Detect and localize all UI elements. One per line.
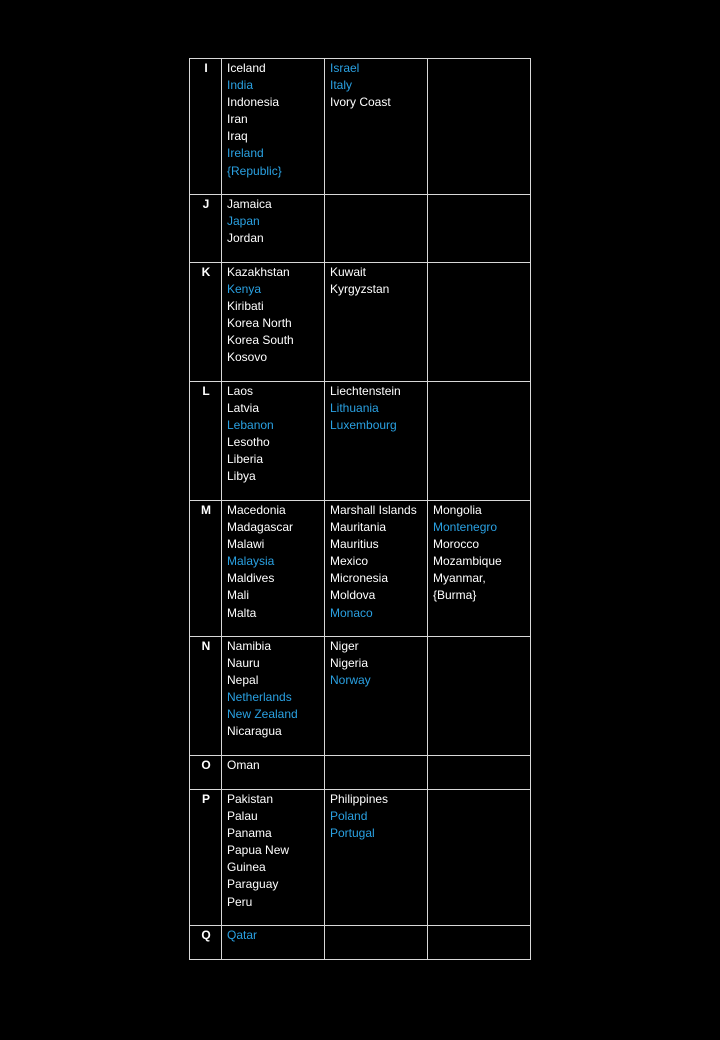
letter-cell: P bbox=[190, 790, 222, 926]
letter-cell: M bbox=[190, 501, 222, 637]
country-name: Ireland bbox=[227, 146, 264, 161]
country-column-3 bbox=[428, 756, 531, 790]
country-name: Myanmar, bbox=[433, 571, 486, 586]
country-column-1 bbox=[222, 382, 325, 501]
country-name: Korea North bbox=[227, 316, 292, 331]
country-table-body bbox=[190, 59, 531, 960]
country-name: Kosovo bbox=[227, 350, 268, 365]
country-name: Iraq bbox=[227, 129, 248, 144]
country-name: Mongolia bbox=[433, 503, 482, 517]
country-name: Iran bbox=[227, 112, 248, 127]
country-name: Niger bbox=[330, 639, 359, 653]
country-table bbox=[189, 58, 531, 960]
country-name: Macedonia bbox=[227, 503, 286, 517]
country-column-2 bbox=[325, 382, 428, 501]
country-name: {Republic} bbox=[227, 163, 282, 178]
country-column-1 bbox=[222, 195, 325, 263]
country-name: Nepal bbox=[227, 673, 259, 688]
country-name: India bbox=[227, 78, 254, 93]
country-name: Monaco bbox=[330, 605, 373, 620]
country-name: Guinea bbox=[227, 860, 266, 875]
country-name: Mali bbox=[227, 588, 250, 603]
country-column-3 bbox=[428, 59, 531, 195]
country-name: Nicaragua bbox=[227, 724, 282, 739]
country-name: Madagascar bbox=[227, 520, 294, 535]
country-column-2 bbox=[325, 501, 428, 637]
country-name: Pakistan bbox=[227, 792, 274, 806]
country-column-3 bbox=[428, 263, 531, 382]
country-name: Moldova bbox=[330, 588, 376, 603]
country-name: Liberia bbox=[227, 452, 264, 467]
letter-row-q bbox=[190, 926, 531, 960]
country-name: Jordan bbox=[227, 231, 264, 246]
country-name: Lesotho bbox=[227, 435, 270, 450]
country-name: Peru bbox=[227, 894, 253, 909]
country-name: Nigeria bbox=[330, 656, 369, 671]
country-name: Mozambique bbox=[433, 554, 502, 569]
country-column-3 bbox=[428, 501, 531, 637]
letter-cell: I bbox=[190, 59, 222, 195]
country-name: Iceland bbox=[227, 61, 266, 75]
country-name: Paraguay bbox=[227, 877, 279, 892]
country-name: Lithuania bbox=[330, 401, 379, 416]
letter-row-j bbox=[190, 195, 531, 263]
letter-cell: N bbox=[190, 637, 222, 756]
letter-cell: J bbox=[190, 195, 222, 263]
country-name: Kyrgyzstan bbox=[330, 282, 390, 297]
letter-cell: L bbox=[190, 382, 222, 501]
country-column-3 bbox=[428, 637, 531, 756]
country-column-3 bbox=[428, 926, 531, 960]
country-name: Portugal bbox=[330, 826, 375, 841]
country-name: Mauritania bbox=[330, 520, 387, 535]
country-name: Latvia bbox=[227, 401, 260, 416]
country-column-2 bbox=[325, 195, 428, 263]
letter-cell: O bbox=[190, 756, 222, 790]
country-name: Libya bbox=[227, 469, 256, 484]
letter-row-l bbox=[190, 382, 531, 501]
country-name: Mexico bbox=[330, 554, 369, 569]
country-name: Malawi bbox=[227, 537, 265, 552]
country-name: Mauritius bbox=[330, 537, 379, 552]
country-name: Panama bbox=[227, 826, 272, 841]
country-column-1 bbox=[222, 790, 325, 926]
country-name: Israel bbox=[330, 61, 360, 75]
country-name: Philippines bbox=[330, 792, 389, 806]
country-name: Namibia bbox=[227, 639, 272, 653]
letter-row-m bbox=[190, 501, 531, 637]
country-name: Ivory Coast bbox=[330, 95, 391, 110]
country-column-1 bbox=[222, 263, 325, 382]
country-name: Laos bbox=[227, 384, 254, 398]
country-column-1 bbox=[222, 501, 325, 637]
country-name: Malta bbox=[227, 605, 257, 620]
country-column-2 bbox=[325, 263, 428, 382]
country-column-1 bbox=[222, 926, 325, 960]
country-column-1 bbox=[222, 637, 325, 756]
letter-cell: Q bbox=[190, 926, 222, 960]
country-name: Italy bbox=[330, 78, 353, 93]
letter-row-k bbox=[190, 263, 531, 382]
country-name: Kenya bbox=[227, 282, 262, 297]
country-name: Micronesia bbox=[330, 571, 389, 586]
country-column-2 bbox=[325, 637, 428, 756]
country-name: Kuwait bbox=[330, 265, 367, 279]
country-name: Papua New bbox=[227, 843, 290, 858]
letter-cell: K bbox=[190, 263, 222, 382]
country-name: Lebanon bbox=[227, 418, 274, 433]
country-name: Maldives bbox=[227, 571, 275, 586]
country-name: Indonesia bbox=[227, 95, 280, 110]
country-name: Malaysia bbox=[227, 554, 275, 569]
country-name: Japan bbox=[227, 214, 260, 229]
country-name: New Zealand bbox=[227, 707, 298, 722]
country-name: Poland bbox=[330, 809, 368, 824]
country-name: Nauru bbox=[227, 656, 260, 671]
country-column-2 bbox=[325, 926, 428, 960]
country-column-2 bbox=[325, 756, 428, 790]
country-column-3 bbox=[428, 195, 531, 263]
country-name: Liechtenstein bbox=[330, 384, 401, 398]
country-column-3 bbox=[428, 790, 531, 926]
country-name: {Burma} bbox=[433, 588, 477, 603]
country-name: Korea South bbox=[227, 333, 294, 348]
letter-row-n bbox=[190, 637, 531, 756]
country-name: Marshall Islands bbox=[330, 503, 417, 517]
country-name: Netherlands bbox=[227, 690, 292, 705]
country-column-3 bbox=[428, 382, 531, 501]
country-name: Montenegro bbox=[433, 520, 498, 535]
country-name: Kazakhstan bbox=[227, 265, 290, 279]
country-name: Kiribati bbox=[227, 299, 264, 314]
country-name: Palau bbox=[227, 809, 258, 824]
country-column-1 bbox=[222, 756, 325, 790]
letter-row-i bbox=[190, 59, 531, 195]
country-name: Jamaica bbox=[227, 197, 272, 211]
letter-row-o bbox=[190, 756, 531, 790]
country-name: Oman bbox=[227, 758, 260, 772]
country-column-2 bbox=[325, 790, 428, 926]
country-column-1 bbox=[222, 59, 325, 195]
country-name: Qatar bbox=[227, 928, 258, 942]
letter-row-p bbox=[190, 790, 531, 926]
country-name: Morocco bbox=[433, 537, 480, 552]
country-column-2 bbox=[325, 59, 428, 195]
country-name: Luxembourg bbox=[330, 418, 397, 433]
country-name: Norway bbox=[330, 673, 371, 688]
